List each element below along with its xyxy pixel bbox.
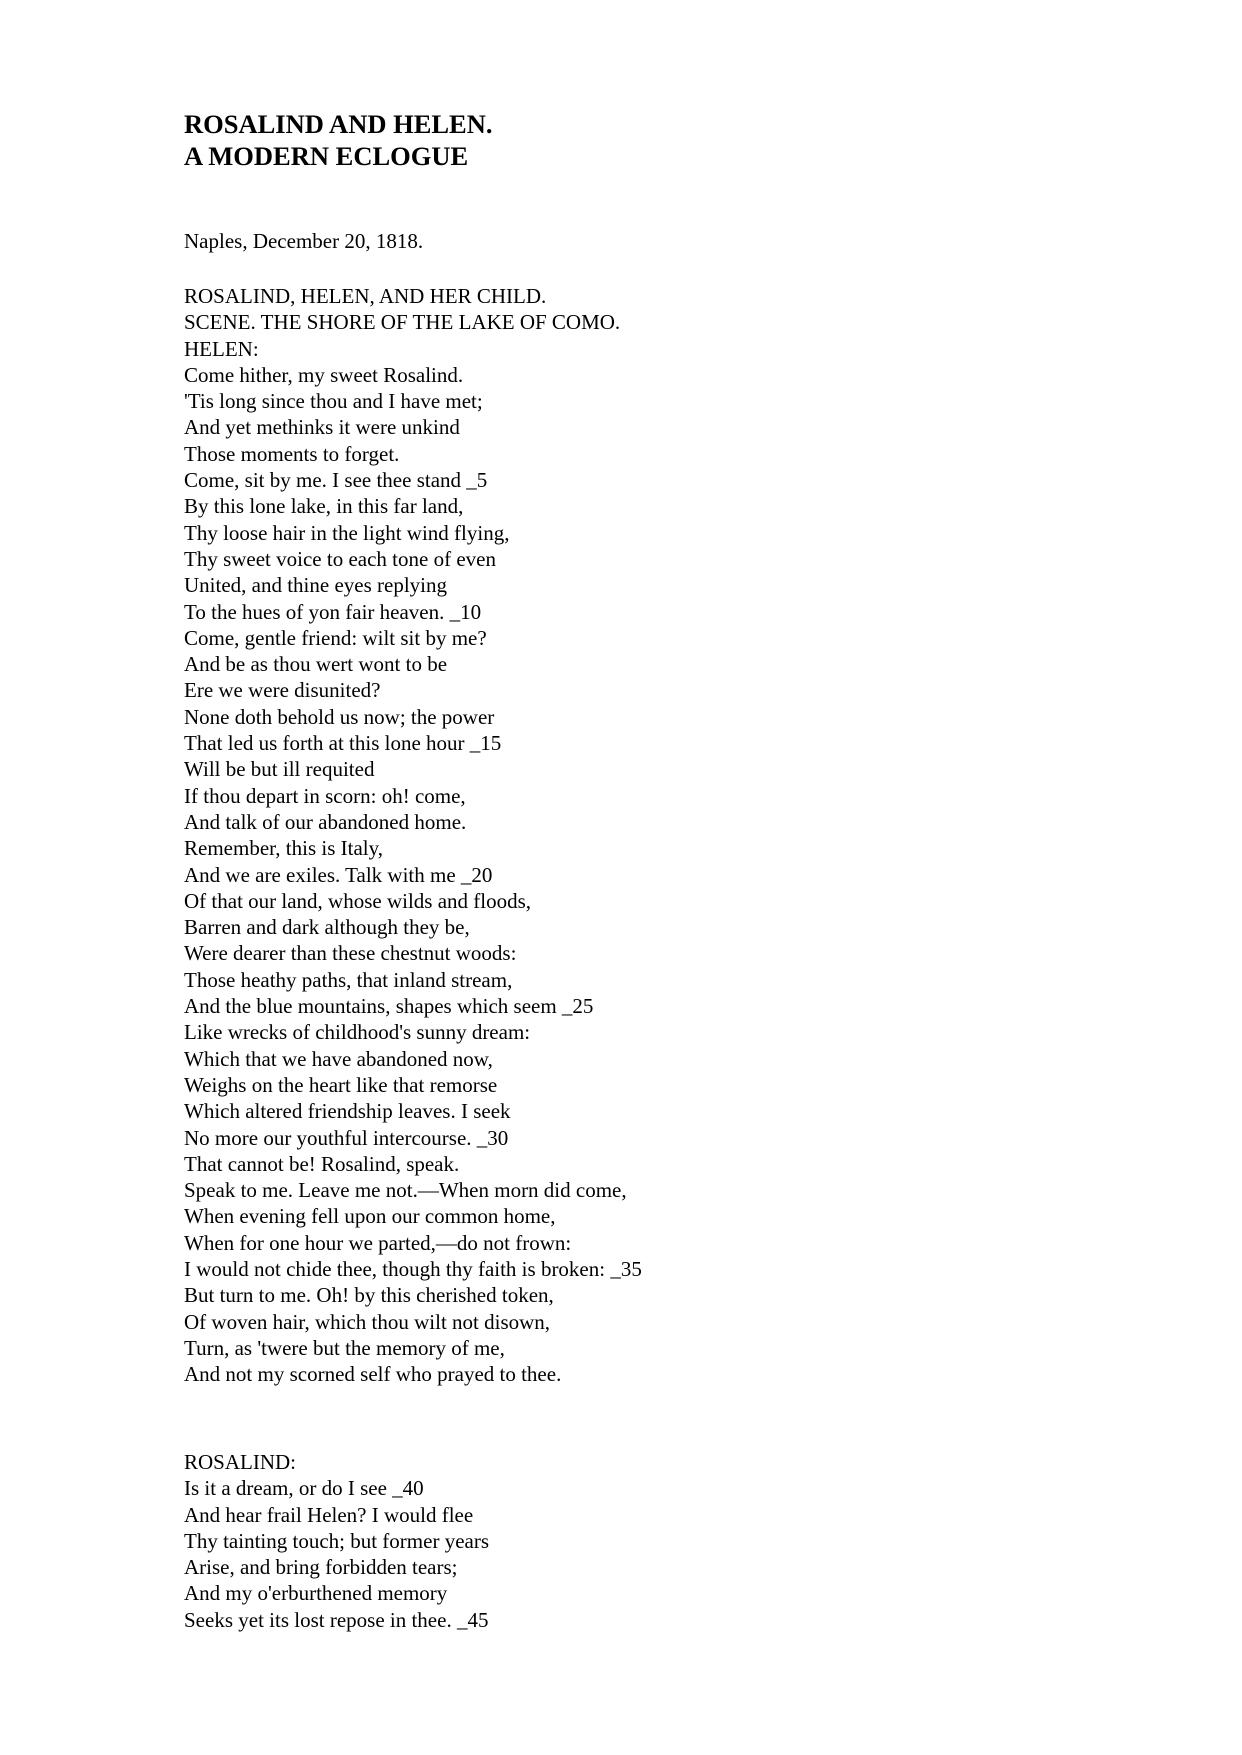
helen-line: Barren and dark although they be, <box>184 915 470 940</box>
helen-line: Which altered friendship leaves. I seek <box>184 1099 511 1124</box>
helen-line: That cannot be! Rosalind, speak. <box>184 1151 460 1176</box>
helen-line: HELEN: <box>184 336 259 361</box>
helen-line: Of woven hair, which thou wilt not disown, <box>184 1309 551 1334</box>
helen-line: Were dearer than these chestnut woods: <box>184 941 517 966</box>
helen-line: SCENE. THE SHORE OF THE LAKE OF COMO. <box>184 310 621 335</box>
helen-line: And the blue mountains, shapes which seem _25 <box>184 994 594 1019</box>
helen-line: Thy loose hair in the light wind flying, <box>184 520 510 545</box>
rosalind-speech-block <box>184 1449 489 1633</box>
helen-line: Those moments to forget. <box>184 441 400 466</box>
helen-line: Those heathy paths, that inland stream, <box>184 967 513 992</box>
helen-line: Ere we were disunited? <box>184 678 381 703</box>
helen-line: By this lone lake, in this far land, <box>184 494 464 519</box>
helen-line: I would not chide thee, though thy faith is broken: _35 <box>184 1256 642 1281</box>
title-line-1: ROSALIND AND HELEN. <box>184 109 493 139</box>
helen-line: Like wrecks of childhood's sunny dream: <box>184 1020 531 1045</box>
helen-line: Thy sweet voice to each tone of even <box>184 546 496 571</box>
helen-line: And talk of our abandoned home. <box>184 809 467 834</box>
helen-line: No more our youthful intercourse. _30 <box>184 1125 509 1150</box>
helen-line: 'Tis long since thou and I have met; <box>184 389 483 414</box>
rosalind-line: Arise, and bring forbidden tears; <box>184 1555 458 1580</box>
helen-line: Remember, this is Italy, <box>184 836 384 861</box>
helen-line: ROSALIND, HELEN, AND HER CHILD. <box>184 284 547 308</box>
helen-line: Weighs on the heart like that remorse <box>184 1072 498 1097</box>
helen-line: And not my scorned self who prayed to thee. <box>184 1362 562 1387</box>
rosalind-line: And my o'erburthened memory <box>184 1581 448 1606</box>
helen-line: Of that our land, whose wilds and floods, <box>184 888 532 913</box>
document-page <box>184 108 1184 1632</box>
helen-line: When evening fell upon our common home, <box>184 1204 556 1229</box>
helen-line: Will be but ill requited <box>184 757 375 782</box>
helen-line: And be as thou wert wont to be <box>184 652 448 677</box>
helen-line: United, and thine eyes replying <box>184 573 448 598</box>
helen-line: And we are exiles. Talk with me _20 <box>184 862 493 887</box>
helen-speech-block <box>184 283 642 1387</box>
helen-line: If thou depart in scorn: oh! come, <box>184 783 466 808</box>
helen-line: Come, gentle friend: wilt sit by me? <box>184 625 487 650</box>
helen-line: Come, sit by me. I see thee stand _5 <box>184 468 488 493</box>
helen-line: Speak to me. Leave me not.—When morn did come, <box>184 1178 627 1203</box>
helen-line: When for one hour we parted,—do not frown: <box>184 1230 572 1255</box>
poem-title <box>184 108 1184 172</box>
helen-line: Come hither, my sweet Rosalind. <box>184 362 464 387</box>
helen-line: But turn to me. Oh! by this cherished token, <box>184 1283 554 1308</box>
rosalind-line: Seeks yet its lost repose in thee. _45 <box>184 1607 489 1632</box>
helen-line: None doth behold us now; the power <box>184 704 495 729</box>
title-line-2: A MODERN ECLOGUE <box>184 141 469 171</box>
rosalind-line: And hear frail Helen? I would flee <box>184 1502 474 1527</box>
rosalind-line: Thy tainting touch; but former years <box>184 1528 490 1553</box>
rosalind-line: Is it a dream, or do I see _40 <box>184 1476 424 1501</box>
helen-line: Which that we have abandoned now, <box>184 1046 493 1071</box>
helen-line: Turn, as 'twere but the memory of me, <box>184 1335 505 1360</box>
helen-line: To the hues of yon fair heaven. _10 <box>184 599 482 624</box>
helen-line: And yet methinks it were unkind <box>184 415 460 440</box>
rosalind-line: ROSALIND: <box>184 1450 297 1474</box>
dateline: Naples, December 20, 1818. <box>184 229 424 253</box>
helen-line: That led us forth at this lone hour _15 <box>184 731 502 756</box>
